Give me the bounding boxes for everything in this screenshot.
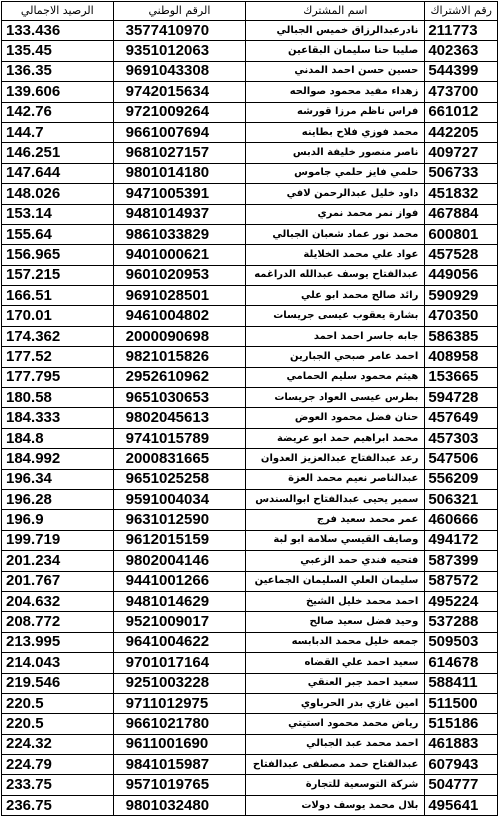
subscriber-name-cell: سمير يحيى عبدالفتاح ابوالسندس <box>246 489 425 509</box>
table-row <box>2 306 498 326</box>
subscription-number-cell: 449056 <box>425 265 498 285</box>
national-id-cell: 9591004034 <box>113 489 246 509</box>
table-header <box>2 2 498 21</box>
subscription-number-cell: 153665 <box>425 367 498 387</box>
table-row <box>2 469 498 489</box>
balance-cell: 220.5 <box>2 693 114 713</box>
subscription-number-cell: 495224 <box>425 591 498 611</box>
balance-cell: 213.995 <box>2 632 114 652</box>
balance-cell: 155.64 <box>2 224 114 244</box>
subscription-number-cell: 473700 <box>425 82 498 102</box>
header-balance: الرصيد الاجمالي <box>2 2 114 21</box>
subscription-number-cell: 460666 <box>425 510 498 530</box>
subscriber-name-cell: فتحيه فندي حمد الزعبي <box>246 551 425 571</box>
table-row <box>2 326 498 346</box>
table-row <box>2 265 498 285</box>
national-id-cell: 9802045613 <box>113 408 246 428</box>
table-body <box>2 21 498 816</box>
subscription-number-cell: 409727 <box>425 143 498 163</box>
balance-cell: 224.32 <box>2 734 114 754</box>
national-id-cell: 9801014180 <box>113 163 246 183</box>
balance-cell: 220.5 <box>2 714 114 734</box>
subscriber-name-cell: فراس ناظم مرزا قورشه <box>246 102 425 122</box>
balance-cell: 139.606 <box>2 82 114 102</box>
national-id-cell: 9611001690 <box>113 734 246 754</box>
subscription-number-cell: 511500 <box>425 693 498 713</box>
national-id-cell: 9661021780 <box>113 714 246 734</box>
subscription-number-cell: 494172 <box>425 530 498 550</box>
subscription-number-cell: 506321 <box>425 489 498 509</box>
subscription-number-cell: 495641 <box>425 795 498 815</box>
subscriber-name-cell: داود خليل عبدالرحمن لافي <box>246 184 425 204</box>
table-row <box>2 184 498 204</box>
table-row <box>2 734 498 754</box>
table-row <box>2 755 498 775</box>
subscription-number-cell: 451832 <box>425 184 498 204</box>
header-subscription: رقم الاشتراك <box>425 2 498 21</box>
subscriber-name-cell: رياض محمد محمود استيتي <box>246 714 425 734</box>
subscriber-name-cell: حسين حسن احمد المدني <box>246 61 425 81</box>
balance-cell: 196.28 <box>2 489 114 509</box>
table-row <box>2 673 498 693</box>
subscriber-name-cell: شركة التوسعية للتجارة <box>246 775 425 795</box>
national-id-cell: 9801032480 <box>113 795 246 815</box>
subscription-number-cell: 211773 <box>425 21 498 41</box>
national-id-cell: 9742015634 <box>113 82 246 102</box>
subscription-number-cell: 614678 <box>425 653 498 673</box>
balance-cell: 201.767 <box>2 571 114 591</box>
subscriber-name-cell: نادرعبدالرزاق خميس الجبالي <box>246 21 425 41</box>
national-id-cell: 9861033829 <box>113 224 246 244</box>
balance-cell: 170.01 <box>2 306 114 326</box>
table-row <box>2 510 498 530</box>
table-row <box>2 408 498 428</box>
table-row <box>2 693 498 713</box>
balance-cell: 199.719 <box>2 530 114 550</box>
table-row <box>2 122 498 142</box>
balance-cell: 166.51 <box>2 286 114 306</box>
subscriber-name-cell: محمد ابراهيم حمد ابو عريضة <box>246 428 425 448</box>
balance-cell: 177.52 <box>2 347 114 367</box>
national-id-cell: 9651025258 <box>113 469 246 489</box>
subscriber-name-cell: سعيد احمد علي القضاه <box>246 653 425 673</box>
table-row <box>2 530 498 550</box>
subscriber-name-cell: احمد محمد خليل الشيخ <box>246 591 425 611</box>
table-row <box>2 795 498 815</box>
national-id-cell: 2000831665 <box>113 449 246 469</box>
subscriber-name-cell: عبدالناصر نعيم محمد العزة <box>246 469 425 489</box>
table-row <box>2 591 498 611</box>
national-id-cell: 9741015789 <box>113 428 246 448</box>
subscriber-name-cell: جمعه خليل محمد الدبابسه <box>246 632 425 652</box>
table-row <box>2 388 498 408</box>
table-row <box>2 347 498 367</box>
national-id-cell: 9612015159 <box>113 530 246 550</box>
balance-cell: 184.333 <box>2 408 114 428</box>
balance-cell: 219.546 <box>2 673 114 693</box>
subscription-number-cell: 556209 <box>425 469 498 489</box>
header-name: اسم المشترك <box>246 2 425 21</box>
balance-cell: 146.251 <box>2 143 114 163</box>
national-id-cell: 9681027157 <box>113 143 246 163</box>
subscriber-name-cell: محمد نور عماد شعبان الجبالي <box>246 224 425 244</box>
national-id-cell: 9641004622 <box>113 632 246 652</box>
subscription-number-cell: 515186 <box>425 714 498 734</box>
subscriber-name-cell: سعيد احمد جبر العنقي <box>246 673 425 693</box>
subscription-number-cell: 467884 <box>425 204 498 224</box>
table-row <box>2 551 498 571</box>
balance-cell: 208.772 <box>2 612 114 632</box>
table-row <box>2 102 498 122</box>
balance-cell: 156.965 <box>2 245 114 265</box>
table-row <box>2 245 498 265</box>
table-row <box>2 204 498 224</box>
balance-cell: 148.026 <box>2 184 114 204</box>
header-national-id: الرقم الوطني <box>113 2 246 21</box>
subscriber-name-cell: امين غازي بدر الحرباوي <box>246 693 425 713</box>
subscription-number-cell: 537288 <box>425 612 498 632</box>
national-id-cell: 9711012975 <box>113 693 246 713</box>
subscription-number-cell: 587572 <box>425 571 498 591</box>
national-id-cell: 9631012590 <box>113 510 246 530</box>
subscriber-name-cell: رائد صالح محمد ابو علي <box>246 286 425 306</box>
national-id-cell: 9651030653 <box>113 388 246 408</box>
subscription-number-cell: 457528 <box>425 245 498 265</box>
table-row <box>2 224 498 244</box>
subscriber-name-cell: احمد عامر صبحي الجبارين <box>246 347 425 367</box>
subscriber-name-cell: وحيد فضل سعيد صالح <box>246 612 425 632</box>
national-id-cell: 9351012063 <box>113 41 246 61</box>
national-id-cell: 9441001266 <box>113 571 246 591</box>
balance-cell: 214.043 <box>2 653 114 673</box>
balance-cell: 184.8 <box>2 428 114 448</box>
table-row <box>2 428 498 448</box>
subscriber-name-cell: فواز نمر محمد نمري <box>246 204 425 224</box>
subscriber-name-cell: عبدالفتاح حمد مصطفى عبدالفتاح <box>246 755 425 775</box>
national-id-cell: 9401000621 <box>113 245 246 265</box>
subscription-number-cell: 588411 <box>425 673 498 693</box>
header-row <box>2 2 498 21</box>
subscriber-name-cell: بلال محمد يوسف دولات <box>246 795 425 815</box>
national-id-cell: 9802004146 <box>113 551 246 571</box>
table-row <box>2 653 498 673</box>
balance-cell: 180.58 <box>2 388 114 408</box>
balance-cell: 233.75 <box>2 775 114 795</box>
balance-cell: 157.215 <box>2 265 114 285</box>
national-id-cell: 9601020953 <box>113 265 246 285</box>
subscriber-name-cell: بشارة يعقوب عيسى جريسات <box>246 306 425 326</box>
subscription-number-cell: 457303 <box>425 428 498 448</box>
table-row <box>2 41 498 61</box>
national-id-cell: 9821015826 <box>113 347 246 367</box>
subscribers-table <box>1 1 498 816</box>
national-id-cell: 2952610962 <box>113 367 246 387</box>
table-row <box>2 449 498 469</box>
national-id-cell: 9691028501 <box>113 286 246 306</box>
subscription-number-cell: 544399 <box>425 61 498 81</box>
subscriber-name-cell: ناصر منصور خليفة الدبس <box>246 143 425 163</box>
table-row <box>2 571 498 591</box>
subscriber-name-cell: صليبا حنا سليمان البقاعين <box>246 41 425 61</box>
subscription-number-cell: 590929 <box>425 286 498 306</box>
table-row <box>2 143 498 163</box>
national-id-cell: 9481014937 <box>113 204 246 224</box>
table-row <box>2 21 498 41</box>
table-row <box>2 714 498 734</box>
subscriber-name-cell: جابه جاسر احمد احمد <box>246 326 425 346</box>
table-row <box>2 775 498 795</box>
subscriber-name-cell: عمر محمد سعيد فرج <box>246 510 425 530</box>
balance-cell: 201.234 <box>2 551 114 571</box>
balance-cell: 144.7 <box>2 122 114 142</box>
balance-cell: 174.362 <box>2 326 114 346</box>
subscriber-name-cell: سليمان العلي السليمان الجماعين <box>246 571 425 591</box>
balance-cell: 136.35 <box>2 61 114 81</box>
subscription-number-cell: 442205 <box>425 122 498 142</box>
table-row <box>2 61 498 81</box>
subscription-number-cell: 547506 <box>425 449 498 469</box>
table-row <box>2 612 498 632</box>
national-id-cell: 9691043308 <box>113 61 246 81</box>
table-row <box>2 632 498 652</box>
balance-cell: 142.76 <box>2 102 114 122</box>
subscriber-name-cell: عواد علي محمد الخلايلة <box>246 245 425 265</box>
balance-cell: 153.14 <box>2 204 114 224</box>
subscription-number-cell: 607943 <box>425 755 498 775</box>
balance-cell: 196.9 <box>2 510 114 530</box>
national-id-cell: 9471005391 <box>113 184 246 204</box>
subscription-number-cell: 509503 <box>425 632 498 652</box>
balance-cell: 184.992 <box>2 449 114 469</box>
subscription-number-cell: 586385 <box>425 326 498 346</box>
table-row <box>2 82 498 102</box>
balance-cell: 177.795 <box>2 367 114 387</box>
national-id-cell: 9461004802 <box>113 306 246 326</box>
national-id-cell: 9841015987 <box>113 755 246 775</box>
subscription-number-cell: 600801 <box>425 224 498 244</box>
national-id-cell: 9661007694 <box>113 122 246 142</box>
subscription-number-cell: 461883 <box>425 734 498 754</box>
balance-cell: 204.632 <box>2 591 114 611</box>
balance-cell: 147.644 <box>2 163 114 183</box>
subscriber-name-cell: رعد عبدالفتاح عبدالعزيز العدوان <box>246 449 425 469</box>
national-id-cell: 9521009017 <box>113 612 246 632</box>
balance-cell: 135.45 <box>2 41 114 61</box>
subscription-number-cell: 594728 <box>425 388 498 408</box>
national-id-cell: 9251003228 <box>113 673 246 693</box>
balance-cell: 133.436 <box>2 21 114 41</box>
subscription-number-cell: 661012 <box>425 102 498 122</box>
subscription-number-cell: 408958 <box>425 347 498 367</box>
balance-cell: 236.75 <box>2 795 114 815</box>
subscription-number-cell: 587399 <box>425 551 498 571</box>
national-id-cell: 9701017164 <box>113 653 246 673</box>
balance-cell: 196.34 <box>2 469 114 489</box>
table-row <box>2 489 498 509</box>
national-id-cell: 2000090698 <box>113 326 246 346</box>
balance-cell: 224.79 <box>2 755 114 775</box>
subscriber-name-cell: احمد محمد عبد الجبالي <box>246 734 425 754</box>
national-id-cell: 3577410970 <box>113 21 246 41</box>
subscription-number-cell: 504777 <box>425 775 498 795</box>
subscriber-name-cell: عبدالفتاح يوسف عبدالله الدراغمه <box>246 265 425 285</box>
subscription-number-cell: 470350 <box>425 306 498 326</box>
subscriber-name-cell: وصايف القيسي سلامة ابو لبة <box>246 530 425 550</box>
subscription-number-cell: 402363 <box>425 41 498 61</box>
table-row <box>2 286 498 306</box>
subscriber-name-cell: حلمي فايز حلمي جاموس <box>246 163 425 183</box>
subscription-number-cell: 506733 <box>425 163 498 183</box>
subscriber-name-cell: بطرس عيسى العواد جريسات <box>246 388 425 408</box>
subscriber-name-cell: حنان فضل محمود العوض <box>246 408 425 428</box>
table-row <box>2 163 498 183</box>
national-id-cell: 9571019765 <box>113 775 246 795</box>
subscription-number-cell: 457649 <box>425 408 498 428</box>
table-row <box>2 367 498 387</box>
national-id-cell: 9481014629 <box>113 591 246 611</box>
subscriber-name-cell: هيثم محمود سليم الحمامي <box>246 367 425 387</box>
subscriber-name-cell: محمد فوزي فلاح بطاينه <box>246 122 425 142</box>
national-id-cell: 9721009264 <box>113 102 246 122</box>
subscriber-name-cell: زهداء مفيد محمود صوالحه <box>246 82 425 102</box>
